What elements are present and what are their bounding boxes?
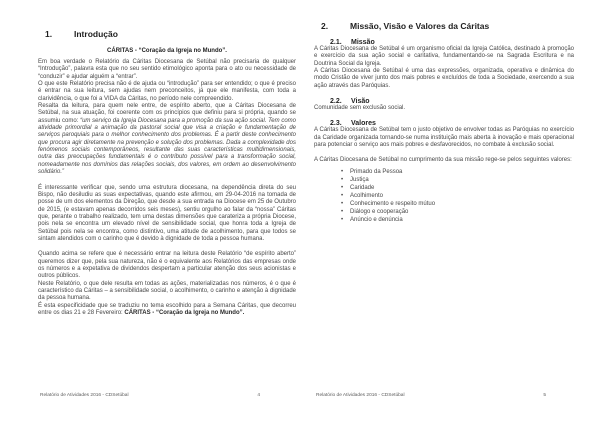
paragraph (38, 281, 296, 303)
text-run: Resalta da leitura, para quem nele entre, de espírito aberto, que a Cáritas Diocesana de Setúbal, na sua atuação, foi coerente com os princípios que definiu para si própria, quando se assumiu como: (38, 103, 296, 124)
section-heading-missao-visao-valores (314, 21, 574, 31)
text-run: Quando acima se refere que é necessário entrar na leitura deste Relatório “de espírito aberto” queremos dizer que, pela sua natureza, não é o equivalente aos Relatórios das empresas onde os números e a expetativa de dividendos despertam a particular atenção dos seus acionistas e outros públicos. (38, 251, 296, 280)
list-item (341, 192, 574, 200)
footer-report-title: Relatório de Atividades 2016 - CDSetúbal (40, 393, 129, 398)
subsection-title: Missão (351, 39, 375, 46)
bullet-icon: • (341, 208, 344, 215)
subsection-number: 2.1. (330, 39, 342, 46)
section-number: 2. (321, 21, 329, 31)
text-run: A Cáritas Diocesana de Setúbal é uma das expressões, organizada, operativa e dinâmica do modo Cristão de viver junto dos mais pobres e excluídos de toda a Sociedade, exercendo a sua ação através das Paróquias. (314, 68, 574, 89)
list-item-label: Justiça (350, 176, 369, 183)
footer-left (38, 393, 296, 398)
list-item-label: Conhecimento e respeito mútuo (350, 200, 436, 207)
list-item (341, 208, 574, 216)
list-item (341, 184, 574, 192)
section-number: 1. (45, 29, 53, 39)
list-item-label: Primado da Pessoa (350, 168, 403, 175)
list-item-label: Diálogo e cooperação (350, 208, 409, 215)
page-number: 4 (257, 393, 260, 398)
paragraph (314, 68, 574, 90)
caritas-motto-title: CÁRITAS - “Coração da Igreja no Mundo”. (107, 48, 227, 54)
list-item (341, 176, 574, 184)
text-run: “um serviço da Igreja Diocesana para a promoção da sua ação social. Tem como atividade primordial a animação da pastoral social que visa a criação e fundamentação de serviços paroquiais para o melhor conhecimento dos problemas. É a partir deste conhecimento que procura agir diretamente na prevenção e solução dos problemas. Dada a complexidade dos fenómenos sociais contemporâneos, resultante das suas características multidimensionais, outra das preocupações fundamentais é o contributo possível para a transformação social, nomeadamente nos domínios das relações sociais, dos valores, em ordem ao desenvolvimento solidário.” (38, 117, 296, 176)
text-run: Neste Relatório, o que dele resulta em todas as ações, materializadas nos números, é o que é característico da Cáritas – a sensibilidade social, o acolhimento, o carinho e atenção à dignidade da pessoa humana. (38, 280, 296, 302)
paragraph (314, 105, 574, 112)
text-run: O que este Relatório precisa não é de ajuda ou “introdução” para ser entendido; o que é preciso é entrar na sua leitura, sem ajudas nem preconceitos, já que ele manifesta, com toda a clarividência, o que foi a VIDA da Cáritas, no período nele compreendido. (38, 81, 296, 102)
list-item (341, 200, 574, 208)
paragraph (314, 157, 574, 164)
paragraph (314, 46, 574, 68)
bullet-icon: • (341, 192, 344, 199)
text-run: Em boa verdade o Relatório da Cáritas Diocesana de Setúbal não precisaria de qualquer “Introdução”, palavra esta que no seu sentido etimológico aponta para o ato ou necessidade de “conduzir” e ajudar alguém a “entrar”. (38, 59, 296, 80)
section-heading-introducao (38, 29, 296, 39)
paragraph (38, 59, 296, 81)
subsection-title: Visão (351, 98, 370, 106)
bullet-icon: • (341, 176, 344, 183)
text-run: A Cáritas Diocesana de Setúbal tem o justo objetivo de envolver todas as Paróquias no exercício da Caridade organizada tornando-se numa instituição mais aberta à inovação e mais operacional para potenciar o serviço aos mais pobres e desfavorecidos, no combate à exclusão social. (314, 127, 574, 149)
paragraph (314, 127, 574, 149)
bullet-icon: • (341, 184, 344, 191)
text-run: CÁRITAS - “Coração da Igreja no Mundo”. (124, 310, 245, 316)
paragraph (38, 251, 296, 280)
paragraph (38, 81, 296, 103)
bullet-icon: • (341, 200, 344, 207)
page-left (38, 0, 296, 424)
paragraph (38, 185, 296, 244)
text-run: É interessante verificar que, sendo uma estrutura diocesana, na dependência direta do seu Bispo, não desiludiu as suas expectativas, quando este afirmou, em 29-04-2016 na tomada de posse de um dos elementos da Direção, que desde a sua entrada na Diocese em 25 de Outubro de 2015, (e estavam apenas decorridos seis meses), sentiu orgulho ao falar da “nossa” Cáritas que, perante o trabalho realizado, tem uma destas dimensões que carateriza a própria Diocese, pois nela se encontra um elevado nível de sensibilidade social, que honra toda a Igreja de Setúbal pois nela se encontra, como distintivo, uma atitude de acolhimento, para que todos se sintam atendidos com o carinho que é devido à dignidade de toda a pessoa humana. (38, 184, 296, 242)
subsection-number: 2.3. (330, 120, 342, 128)
text-run: A Cáritas Diocesana de Setúbal no cumprimento da sua missão rege-se pelos seguintes valores: (314, 157, 572, 164)
subsection-heading-valores (314, 120, 574, 127)
list-item-label: Anúncio e denúncia (350, 216, 403, 223)
paragraph (38, 303, 296, 318)
page-right (314, 0, 574, 424)
subsection-title: Valores (351, 120, 376, 128)
values-bullet-list (314, 168, 574, 224)
subsection-heading-missao (314, 39, 574, 46)
text-run: É esta especificidade que se traduziu no tema escolhido para a Semana Cáritas, que decorreu entre os dias 21 e 28 Fevereiro: (38, 302, 296, 316)
subsection-number: 2.2. (330, 98, 342, 106)
page-number: 5 (543, 393, 546, 398)
bullet-icon: • (341, 168, 344, 175)
footer-right (314, 393, 574, 398)
section-title: Missão, Visão e Valores da Cáritas (350, 21, 490, 31)
footer-report-title: Relatório de Atividades 2016 - CDSetúbal (316, 393, 405, 398)
text-run: A Cáritas Diocesana de Setúbal é um organismo oficial da Igreja Católica, destinado à promoção e exercício da sua ação social e caritativa, fundamentando-se na Sagrada Escritura e na Doutrina Social da Igreja. (314, 46, 574, 67)
list-item-label: Caridade (350, 184, 375, 191)
list-item-label: Acolhimento (350, 192, 384, 199)
paragraph (38, 103, 296, 176)
section-title: Introdução (74, 29, 118, 39)
list-item (341, 168, 574, 176)
list-item (341, 216, 574, 224)
subsection-heading-visao (314, 98, 574, 105)
text-run: Comunidade sem exclusão social. (314, 105, 406, 112)
bullet-icon: • (341, 216, 344, 223)
